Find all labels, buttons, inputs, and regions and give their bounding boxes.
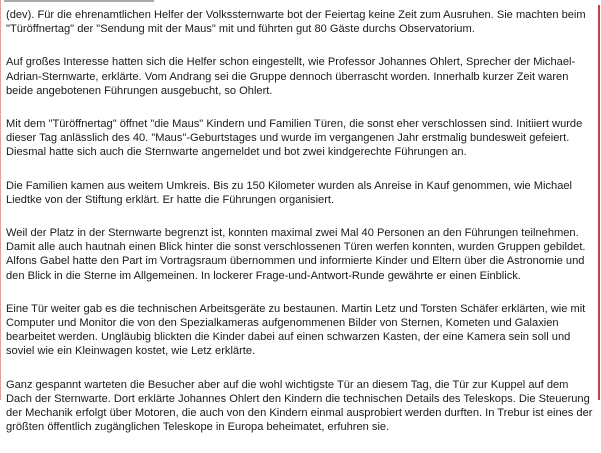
top-edge xyxy=(1,0,601,5)
paragraph-dome: Ganz gespannt warteten die Besucher aber auf die wohl wichtigste Tür an diesem Tag, die Tür zur Kuppel auf dem Dach der Sternwarte. Dort erklärte Johannes Ohlert den Kindern die technischen Details des Teleskops. Die Steuerung der Mechanik erfolgt über Motoren, die auch von den Kindern einmal ausprobiert werden durften. In Trebur ist eines der größten öffentlich zugänglichen Teleskope in Europa beheimatet, erfuhren sie. xyxy=(6,378,593,434)
paragraph-equipment: Eine Tür weiter gab es die technischen Arbeitsgeräte zu bestaunen. Martin Letz und Torsten Schäfer erklärten, wie mit Computer und Monitor die von den Spezialkameras aufgenommenen Bilder von Sternen, Kometen und Galaxien bearbeitet werden. Ungläubig blickten die Kinder dabei auf einen schwarzen Kasten, der eine Kamera sein soll und soviel wie ein Kleinwagen kostet, wie Letz erklärte. xyxy=(6,302,586,358)
article-body xyxy=(6,8,594,453)
paragraph-tueroeffnertag: Mit dem "Türöffnertag" öffnet "die Maus" Kindern und Familien Türen, die sonst eher verschlossen sind. Initiiert wurde dieser Tag anlässlich des 40. "Maus"-Geburtstages und wurde im vergangenen Jahr erstmalig bundesweit gefeiert. Diesmal hatte sich auch die Sternwarte angemeldet und bot zwei kindgerechte Führungen an. xyxy=(6,118,583,159)
paragraph-interest: Auf großes Interesse hatten sich die Helfer schon eingestellt, wie Professor Johannes Ohlert, Sprecher der Michael-Adrian-Sternwarte, erklärte. Vom Andrang sei die Gruppe dennoch überrascht worden. Innerhalb kurzer Zeit waren beide angebotenen Führungen ausgebucht, so Ohlert. xyxy=(6,56,576,97)
paragraph-families: Die Familien kamen aus weitem Umkreis. Bis zu 150 Kilometer wurden als Anreise in Kauf genommen, wie Michael Liedtke von der Stiftung erklärt. Er hatte die Führungen organisiert. xyxy=(6,179,573,206)
paragraph-intro: (dev). Für die ehrenamtlichen Helfer der Volkssternwarte bot der Feiertag keine Zeit zum Ausruhen. Sie machten beim "Türöffnertag" der "Sendung mit der Maus" mit und führten gut 80 Gäste durchs Observatorium. xyxy=(6,9,586,36)
cropped-heading-remnant xyxy=(4,0,154,2)
paragraph-groups: Weil der Platz in der Sternwarte begrenzt ist, konnten maximal zwei Mal 40 Personen an den Führungen teilnehmen. Damit alle auch hautnah einen Blick hinter die sonst verschlossenen Türen werfen konnten, wurden Gruppen gebildet. Alfons Gabel hatte den Part im Vortragsraum übernommen und informierte Kinder und Eltern über die Astronomie und den Blick in die Sterne im Allgemeinen. In lockerer Frage-und-Antwort-Runde gewährte er einen Einblick. xyxy=(6,227,586,282)
